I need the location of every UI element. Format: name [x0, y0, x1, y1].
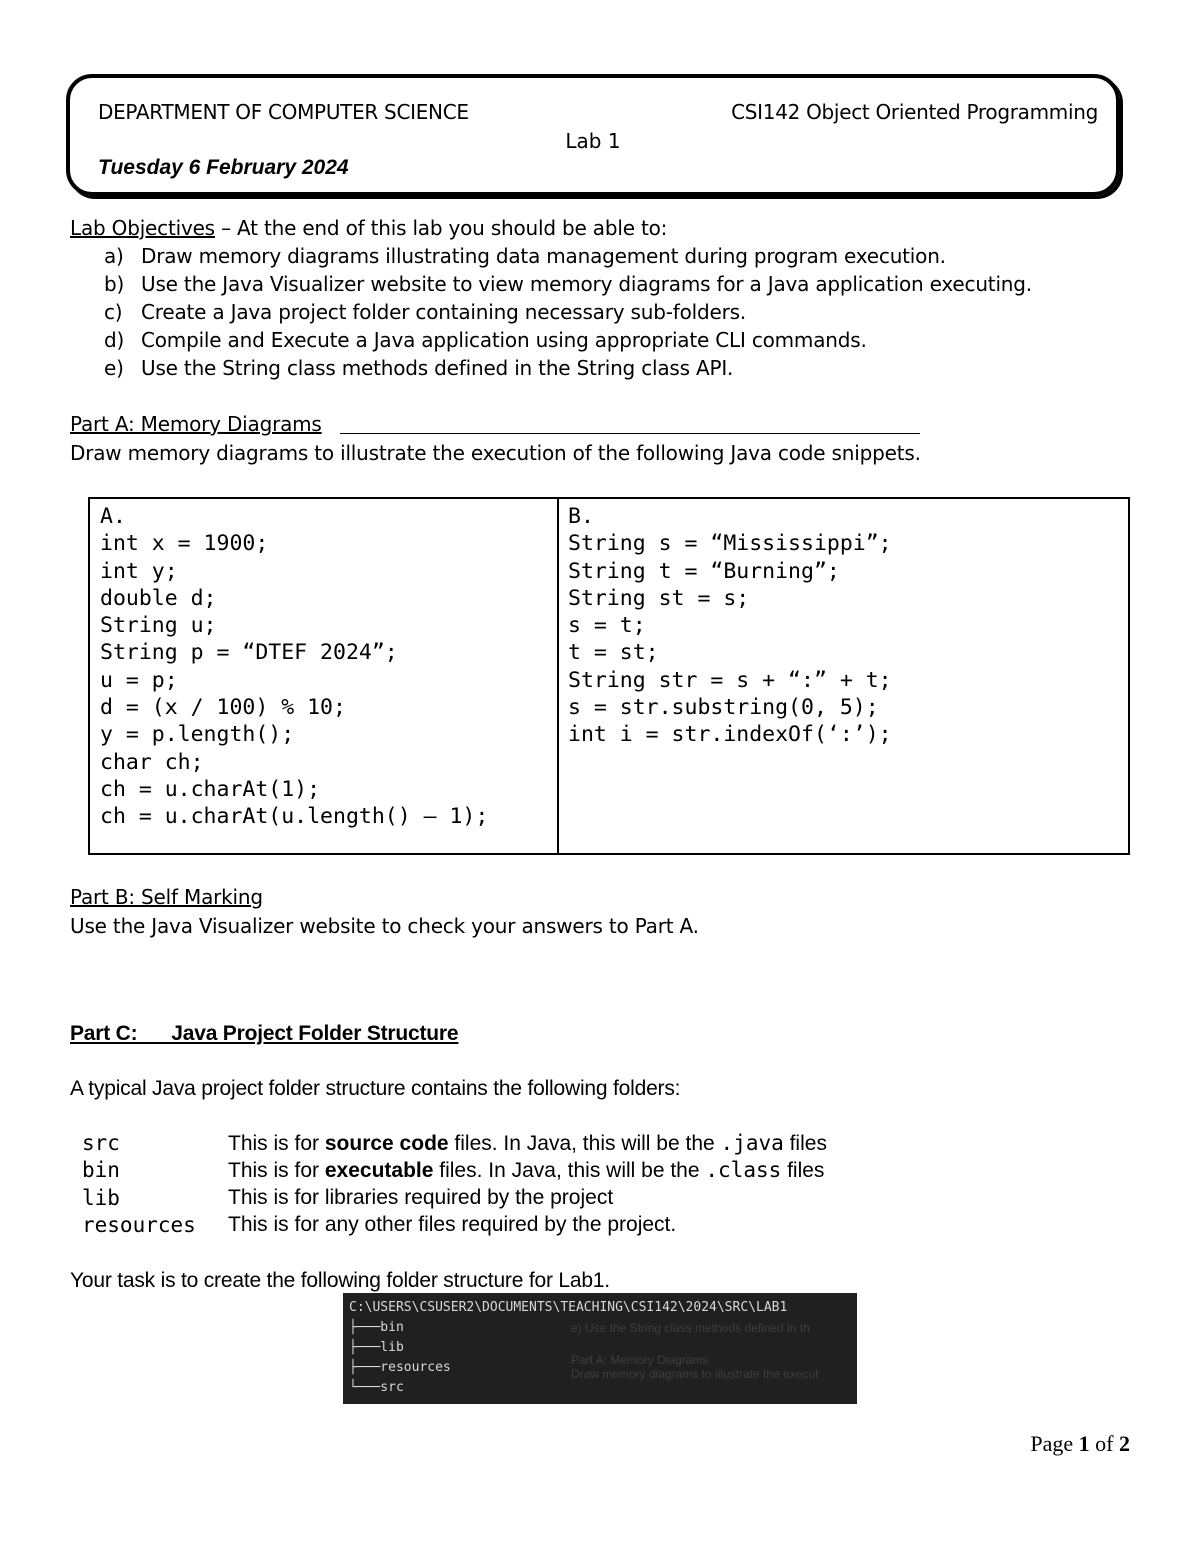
- terminal-ghost-text: Part A: Memory Diagrams: [571, 1353, 709, 1367]
- code-snippets-table: [88, 497, 1130, 855]
- course-title: CSI142 Object Oriented Programming: [731, 100, 1098, 124]
- objective-marker: b): [104, 272, 125, 296]
- objective-item: [104, 272, 1032, 300]
- part-b-instruction: Use the Java Visualizer website to check your answers to Part A.: [70, 914, 699, 938]
- lab-title: Lab 1: [565, 129, 621, 153]
- desc-code: .java: [720, 1131, 784, 1155]
- part-c-title: Part C: Java Project Folder Structure: [70, 1022, 459, 1045]
- page-number: [1030, 1431, 1130, 1457]
- desc-text: files. In Java, this will be the: [448, 1132, 721, 1155]
- folder-description: [228, 1158, 824, 1183]
- terminal-ghost-text: e) Use the String class methods defined in th: [571, 1321, 810, 1335]
- part-b-title: Part B: Self Marking: [70, 885, 263, 909]
- objectives-intro: – At the end of this lab you should be able to:: [214, 216, 668, 240]
- objectives-list: [104, 244, 1032, 384]
- lab-date: Tuesday 6 February 2024: [98, 156, 349, 179]
- folder-name: bin: [82, 1158, 120, 1183]
- page-total: 2: [1119, 1431, 1130, 1456]
- terminal-ghost-text: Draw memory diagrams to illustrate the execut: [571, 1367, 819, 1381]
- folder-description: This is for libraries required by the project: [228, 1185, 614, 1209]
- table-divider: [557, 499, 559, 853]
- part-a-title: Part A: Memory Diagrams: [70, 412, 322, 436]
- objective-text: Use the Java Visualizer website to view memory diagrams for a Java application executing.: [141, 272, 1032, 296]
- folder-name: lib: [82, 1185, 120, 1210]
- part-c-task: Your task is to create the following folder structure for Lab1.: [70, 1269, 610, 1292]
- folder-name: resources: [82, 1212, 196, 1237]
- objective-text: Use the String class methods defined in the String class API.: [141, 356, 734, 380]
- part-a-underline: [340, 433, 920, 434]
- objective-marker: e): [104, 356, 124, 380]
- part-a-instruction: Draw memory diagrams to illustrate the execution of the following Java code snippets.: [70, 441, 921, 465]
- objective-item: [104, 300, 1032, 328]
- part-c-intro: A typical Java project folder structure contains the following folders:: [70, 1077, 681, 1100]
- page-of: of: [1089, 1431, 1119, 1456]
- objectives-title: Lab Objectives: [70, 216, 215, 240]
- desc-bold: executable: [324, 1159, 434, 1183]
- desc-text: files: [783, 1132, 827, 1155]
- objective-marker: d): [104, 328, 125, 352]
- code-snippet-a: A. int x = 1900; int y; double d; String u; String p = “DTEF 2024”; u = p; d = (x / 100) % 10; y = p.length(); char ch; ch = u.charAt(1); ch = u.charAt(u.length() – 1);: [100, 504, 489, 830]
- folder-name: src: [82, 1131, 120, 1155]
- objectives-heading: [70, 216, 667, 240]
- desc-text: This is for: [228, 1132, 325, 1155]
- desc-bold: source code: [324, 1132, 449, 1155]
- desc-text: This is for: [228, 1159, 325, 1183]
- terminal-folder-tree: C:\USERS\CSUSER2\DOCUMENTS\TEACHING\CSI142\2024\SRC\LAB1 ├───bin ├───lib ├───resources └───src: [349, 1300, 788, 1395]
- desc-text: files: [781, 1159, 825, 1183]
- code-snippet-b: B. String s = “Mississippi”; String t = “Burning”; String st = s; s = t; t = st; String str = s + “:” + t; s = str.substring(0, 5); int i = str.indexOf(‘:’);: [568, 504, 892, 748]
- objective-item: [104, 356, 1032, 384]
- objective-text: Create a Java project folder containing necessary sub-folders.: [141, 300, 746, 324]
- objective-text: Draw memory diagrams illustrating data management during program execution.: [141, 244, 946, 268]
- objective-text: Compile and Execute a Java application using appropriate CLI commands.: [141, 328, 867, 352]
- objective-marker: c): [104, 300, 123, 324]
- header-box: [66, 74, 1120, 196]
- objective-item: [104, 244, 1032, 272]
- folder-description: [228, 1131, 827, 1156]
- department-name: DEPARTMENT OF COMPUTER SCIENCE: [98, 100, 469, 124]
- terminal-screenshot: [343, 1293, 857, 1404]
- page-current: 1: [1078, 1431, 1090, 1456]
- desc-text: files. In Java, this will be the: [433, 1159, 706, 1183]
- objective-marker: a): [104, 244, 124, 268]
- desc-code: .class: [705, 1158, 782, 1183]
- page-label: Page: [1030, 1431, 1079, 1456]
- objective-item: [104, 328, 1032, 356]
- folder-description: This is for any other files required by the project.: [228, 1212, 677, 1236]
